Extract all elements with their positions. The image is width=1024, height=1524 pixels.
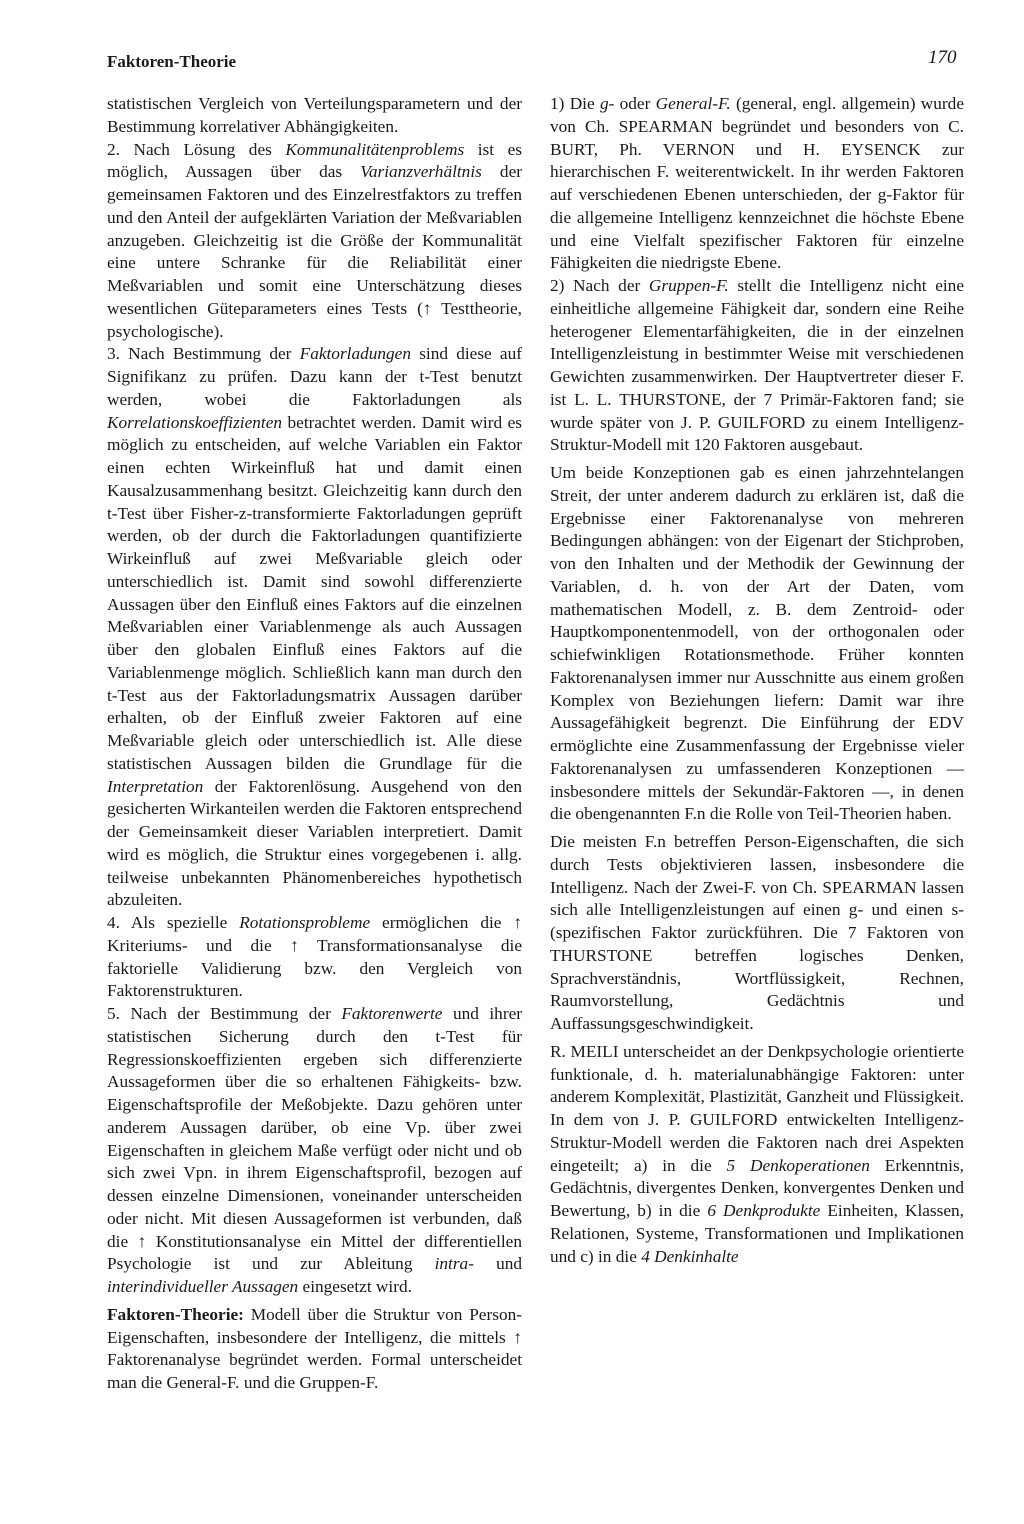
paragraph: 5. Nach der Bestimmung der Faktorenwerte und ihrer statistischen Sicherung durch den t-Test für Regressionskoeffizienten ergeben sich differenzierte Aussageformen über die so erhaltenen Fähigkeits- bzw. Eigenschaftsprofile der Meßobjekte. Dazu gehören unter anderem Aussagen darüber, ob eine Vp. über zwei Eigenschaften in gleichem Maße verfügt oder nicht und ob sich zwei Vpn. in ihrem Eigenschaftsprofil, bezogen auf dessen einzelne Dimensionen, voneinander unterscheiden oder nicht. Mit diesen Aussageformen ist verbunden, daß die ↑ Konstitutionsanalyse ein Mittel der differentiellen Psychologie ist und zur Ableitung intra- und interindividueller Aussagen eingesetzt wird. — [107, 1004, 523, 1296]
paragraph: statistischen Vergleich von Verteilungsparametern und der Bestimmung korrelativer Abhängigkeiten. — [107, 94, 522, 136]
right-column — [550, 93, 964, 1268]
running-header-title: Faktoren-Theorie — [107, 52, 237, 71]
left-column — [107, 93, 522, 1395]
entry-faktoren-theorie: Faktoren-Theorie: Modell über die Struktur von Person-Eigenschaften, insbesondere der Intelligenz, die mittels ↑ Faktorenanalyse begründet werden. Formal unterscheidet man die General-F. und die Gruppen-F. — [107, 1304, 522, 1392]
paragraph: 2) Nach der Gruppen-F. stellt die Intelligenz nicht eine einheitliche allgemeine Fähigkeit dar, sondern eine Reihe heterogener Elementarfähigkeiten, die in der einzelnen Intelligenzleistung in bestimmter Weise mit verschiedenen Gewichten zusammenwirken. Der Hauptvertreter dieser F. ist L. L. THURSTONE, der 7 Primär-Faktoren fand; sie wurde später von J. P. GUILFORD zu einem Intelligenz-Struktur-Modell mit 120 Faktoren ausgebaut. — [550, 276, 964, 455]
paragraph: 3. Nach Bestimmung der Faktorladungen sind diese auf Signifikanz zu prüfen. Dazu kann der t-Test benutzt werden, wobei die Faktorladungen als Korrelationskoeffizienten betrachtet werden. Damit wird es möglich zu entscheiden, auf welche Variablen ein Faktor einen echten Wirkeinfluß hat und damit einen Kausalzusammenhang besitzt. Gleichzeitig kann durch den t-Test über Fisher-z-transformierte Faktorladungen geprüft werden, ob der durch die Faktorladungen quantifizierte Wirkeinfluß auf zwei Meßvariable gleich oder unterschiedlich ist. Damit sind sowohl differenzierte Aussagen über den Einfluß eines Faktors auf die einzelnen Meßvariablen einer Variablenmenge als auch Aussagen über den globalen Einfluß eines Faktors auf die Variablenmenge möglich. Schließlich kann man durch den t-Test aus der Faktorladungsmatrix Aussagen darüber erhalten, ob der Einfluß zweier Faktoren auf eine Meßvariable gleich oder unterschiedlich ist. Alle diese statistischen Aussagen bilden die Grundlage für die Interpretation der Faktorenlösung. Ausgehend von den gesicherten Wirkanteilen werden die Faktoren entsprechend der Gemeinsamkeit dieser Variablen interpretiert. Damit wird es möglich, die Struktur eines vorgegebenen i. allg. teilweise unbekannten Phänomenbereiches hypothetisch abzuleiten. — [107, 344, 522, 910]
paragraph: Um beide Konzeptionen gab es einen jahrzehntelangen Streit, der unter anderem dadurch zu erklären ist, daß die Ergebnisse einer Faktorenanalyse von mehreren Bedingungen abhängen: von der Eigenart der Stichproben, von den Inhalten und der Methodik der Gewinnung der Variablen, d. h. von der Art der Daten, vom mathematischen Modell, z. B. dem Zentroid- oder Hauptkomponentenmodell, von der orthogonalen oder schiefwinkligen Rotationsmethode. Früher konnten Faktorenanalysen immer nur Ausschnitte aus einem großen Komplex von Beziehungen liefern: Damit war ihre Aussagefähigkeit begrenzt. Die Einführung der EDV ermöglichte eine Zusammenfassung der Ergebnisse vieler Faktorenanalysen zu umfassenderen Konzeptionen — insbesondere mittels der Sekundär-Faktoren —, in denen die obengenannten F.n die Rolle von Teil-Theorien haben. — [550, 463, 964, 824]
paragraph: 2. Nach Lösung des Kommunalitätenproblems ist es möglich, Aussagen über das Varianzverhältnis der gemeinsamen Faktoren und des Einzelrestfaktors zu treffen und den Anteil der aufgeklärten Variation der Meßvariablen anzugeben. Gleichzeitig ist die Größe der Kommunalität eine untere Schranke für die Reliabilität einer Meßvariablen und somit eine Unterschätzung dieses wesentlichen Güteparameters eines Tests (↑ Testtheorie, psychologische). — [107, 139, 522, 341]
paragraph: R. MEILI unterscheidet an der Denkpsychologie orientierte funktionale, d. h. materialunabhängige Faktoren: unter anderem Komplexität, Plastizität, Ganzheit und Flüssigkeit. In dem von J. P. GUILFORD entwickelten Intelligenz-Struktur-Modell werden die Faktoren nach drei Aspekten eingeteilt; a) in die 5 Denkoperationen Erkenntnis, Gedächtnis, divergentes Denken, konvergentes Denken und Bewertung, b) in die 6 Denkprodukte Einheiten, Klassen, Relationen, Systeme, Transformationen und Implikationen und c) in die 4 Denkinhalte — [550, 1041, 964, 1266]
paragraph: 4. Als spezielle Rotationsprobleme ermöglichen die ↑ Kriteriums- und die ↑ Transformationsanalyse die faktorielle Validierung bzw. den Vergleich von Faktorenstrukturen. — [107, 913, 522, 1001]
page-number: 170 — [928, 47, 957, 68]
paragraph: Die meisten F.n betreffen Person-Eigenschaften, die sich durch Tests objektivieren lassen, insbesondere die Intelligenz. Nach der Zwei-F. von Ch. SPEARMAN lassen sich alle Intelligenzleistungen auf einen g- und einen s- (spezifischen Faktor zurückführen. Die 7 Faktoren von THURSTONE betreffen logisches Denken, Sprachverständnis, Wortflüssigkeit, Rechnen, Raumvorstellung, Gedächtnis und Auffassungsgeschwindigkeit. — [550, 832, 964, 1033]
paragraph: 1) Die g- oder General-F. (general, engl. allgemein) wurde von Ch. SPEARMAN begründet und besonders von C. BURT, Ph. VERNON und H. EYSENCK zur hierarchischen F. weiterentwickelt. In ihr werden Faktoren auf verschiedenen Ebenen unterschieden, der g-Faktor für die allgemeine Intelligenz kennzeichnet die höchste Ebene und eine Vielfalt spezifischer Faktoren für einzelne Fähigkeiten die niedrigste Ebene. — [550, 94, 964, 273]
entry-headword: Faktoren-Theorie: — [107, 1304, 244, 1324]
